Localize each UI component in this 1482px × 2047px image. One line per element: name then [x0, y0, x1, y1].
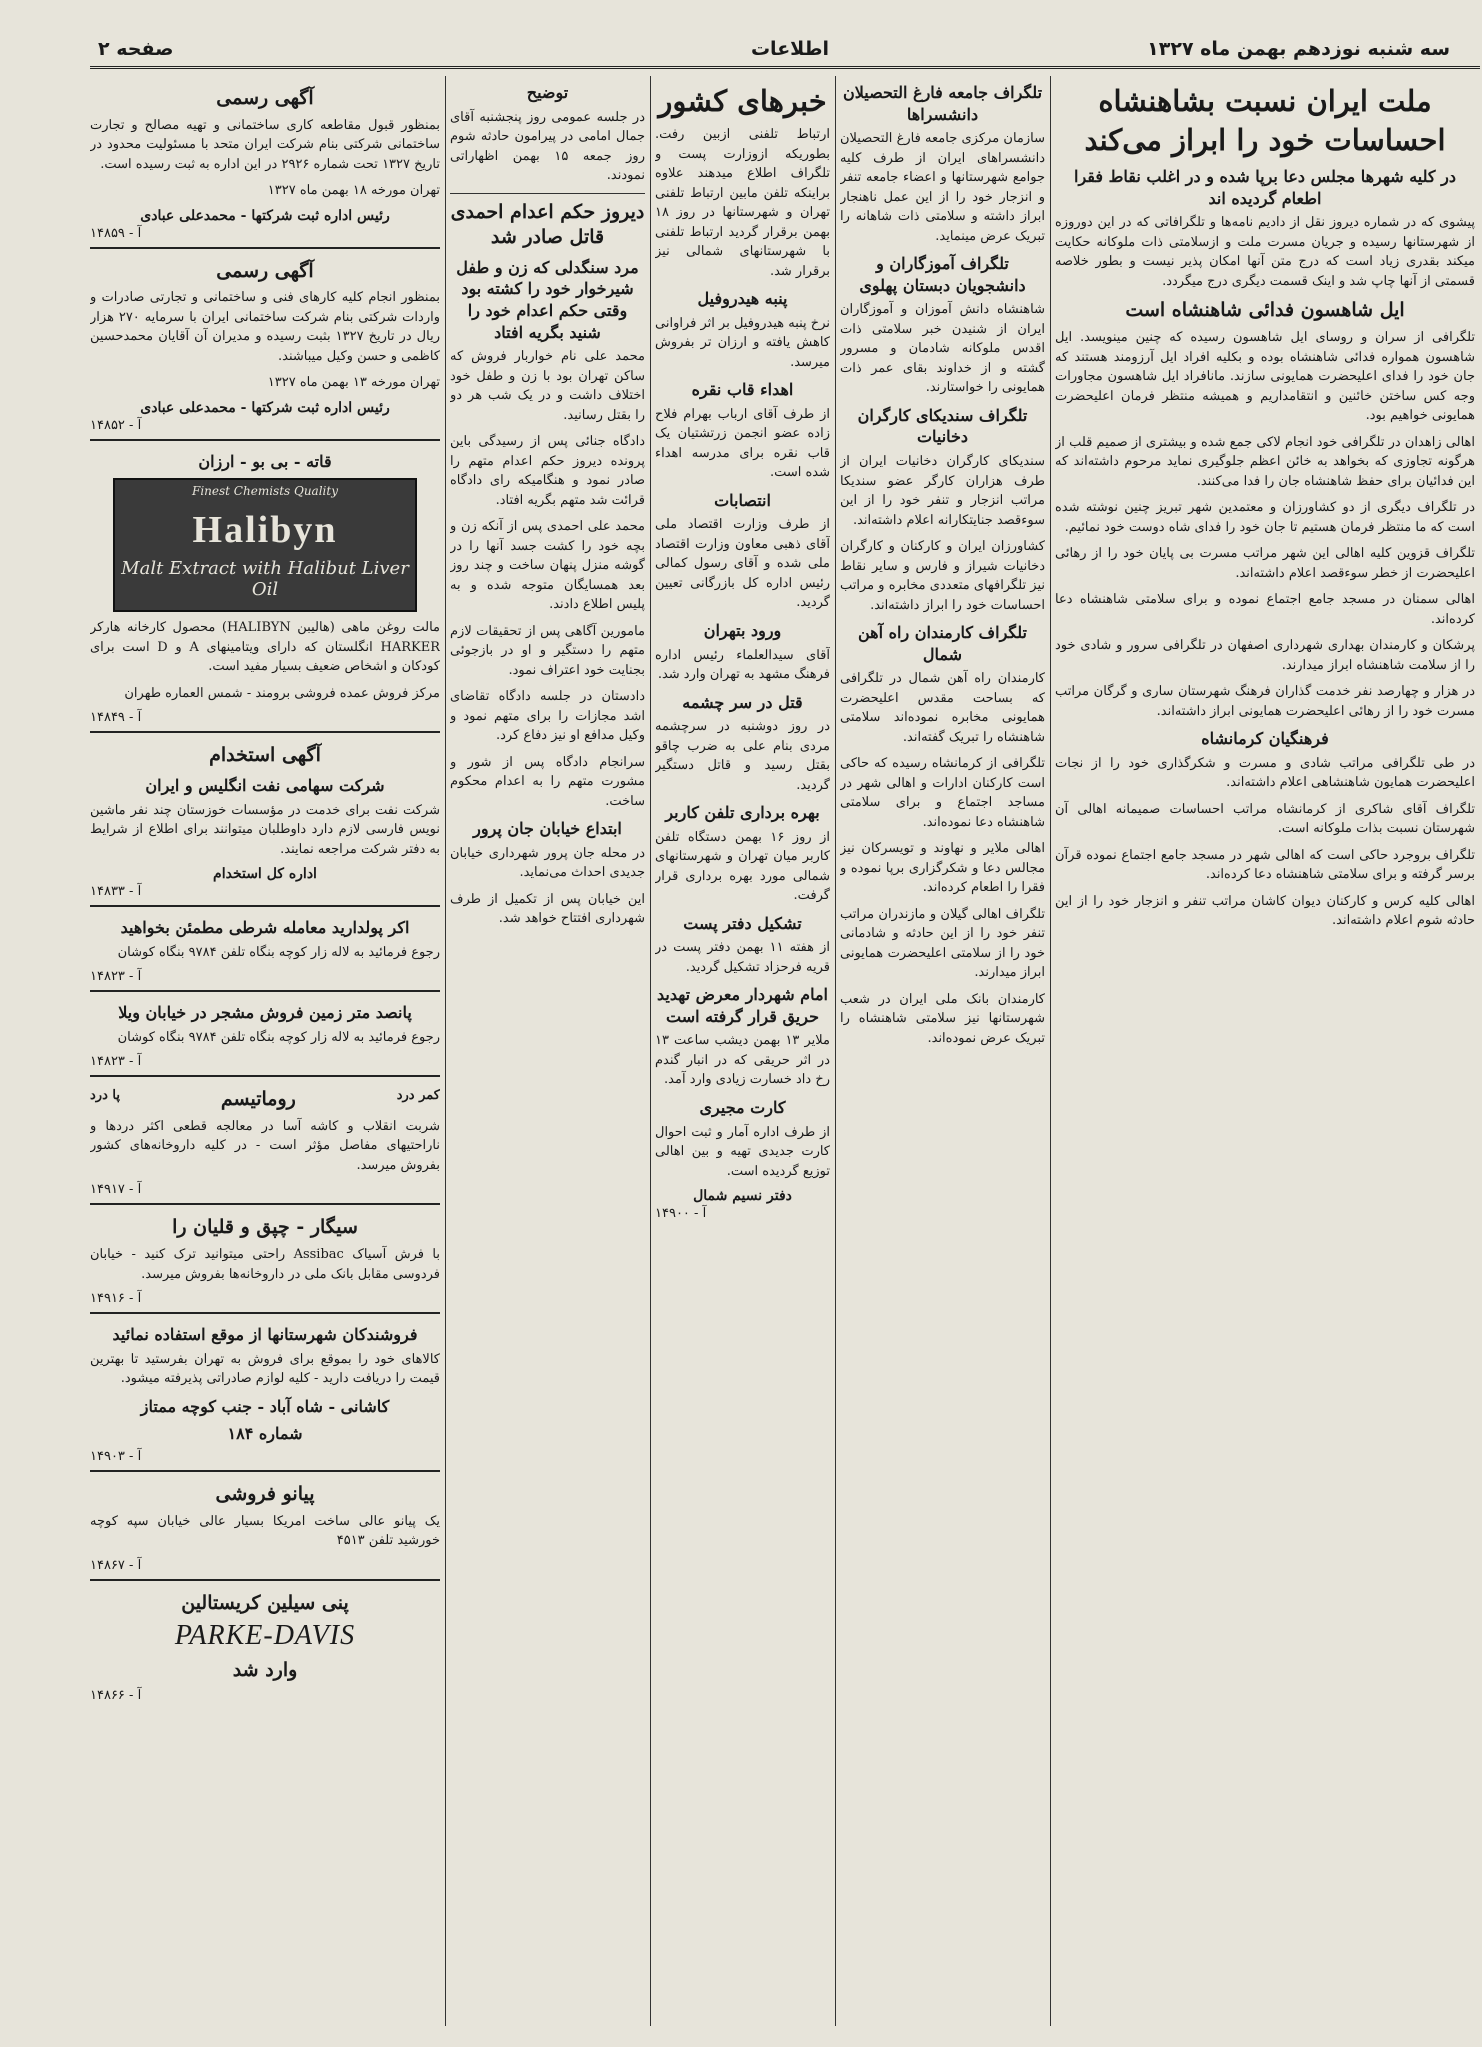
ad-text: یک پیانو عالی ساخت امریکا بسیار عالی خیابان سپه کوچه خورشید تلفن ۴۵۱۳	[90, 1513, 440, 1548]
ad-text: رجوع فرمائید به لاله زار کوچه بنگاه تلفن ۹۷۸۴ بنگاه کوشان	[117, 1029, 440, 1045]
ad-number: آ - ۱۴۹۰۰	[655, 1206, 707, 1222]
sub-headline: در کلیه شهرها مجلس دعا برپا شده و در اغلب نقاط فقرا اطعام گردیده اند	[1074, 167, 1456, 208]
section-heading: تلگراف سندیکای کارگران دخانیات	[857, 405, 1028, 447]
section-heading: قتل در سر چشمه	[682, 692, 803, 712]
section-heading: امام شهردار معرض تهدید حریق قرار گرفته است	[657, 985, 828, 1026]
article-paragraph: از طرف اداره آمار و ثبت احوال کارت جدیدی تهیه و بین اهالی توزیع گردیده است.	[655, 1124, 830, 1179]
ad-rheumatism	[90, 1077, 440, 1205]
ad-number: آ - ۱۴۸۶۶	[90, 1687, 142, 1703]
ad-subtitle: شرکت سهامی نفت انگلیس و ایران	[145, 776, 385, 796]
halibyn-logo	[113, 478, 417, 612]
article-paragraph: کشاورزان ایران و کارکنان و کارگران دخانیات شیراز و فارس و سایر نقاط نیز تلگرافهای متعددی مخابره و مراتب احساسات خود را ابراز داشته‌اند.	[840, 539, 1045, 613]
article-paragraph: تلگراف آقای شاکری از کرمانشاه مراتب احساسات صمیمانه اهالی آن شهرستان نسبت بذات ملوکانه است.	[1055, 801, 1475, 837]
article-paragraph: تلگرافی از سران و روسای ایل شاهسون رسیده که چنین مینویسد. ایل شاهسون همواره فدائی شاهنشاه بوده و بکلیه افراد ایل آرزومند هستند که جان خود را فدای اعلیحضرت همایونی سازند. مانافراد ایل شاهسون مجاورات وجه کس ساختن خائنین و انتقامداریم و همیشه منتظر فرمان اعلیحضرت همایونی خواهیم بود.	[1055, 330, 1475, 424]
article-paragraph: تلگراف بروجرد حاکی است که اهالی شهر در مسجد جامع اجتماع نموده قرآن برسر گرفته و برای سلامتی شاهنشاه دعا کرده‌اند.	[1055, 847, 1475, 883]
logo-subtitle: Malt Extract with Halibut Liver Oil	[121, 558, 409, 601]
ad-house-number: شماره ۱۸۴	[227, 1424, 303, 1444]
article-paragraph: سرانجام دادگاه پس از شور و مشورت متهم را به اعدام محکوم ساخت.	[450, 754, 645, 809]
ad-halibyn	[90, 441, 440, 734]
ad-date: تهران مورخه ۱۳ بهمن ماه ۱۳۲۷	[267, 375, 440, 391]
ad-loan	[90, 907, 440, 992]
ad-official-1	[90, 76, 440, 249]
page-number: صفحه ۲	[98, 38, 174, 60]
article-paragraph: نرخ پنبه هیدروفیل بر اثر فراوانی کاهش یافته و ارزان تر بفروش میرسد.	[655, 315, 830, 370]
ad-number: آ - ۱۴۸۴۹	[90, 710, 142, 726]
ad-number: آ - ۱۴۸۵۲	[90, 417, 142, 433]
ad-title: روماتیسم	[220, 1088, 296, 1111]
ad-text: شربت انقلاب و کاشه آسا در معالجه قطعی اکثر دردها و ناراحتیهای مفاصل مؤثر است - در کلیه داروخانه‌های کشور بفروش میرسد.	[90, 1118, 440, 1173]
article-paragraph: کارمندان راه آهن شمال در تلگرافی که بساحت مقدس اعلیحضرت همایونی مخابره نموده‌اند سلامتی شاهنشاه را تبریک گفته‌اند.	[840, 671, 1045, 745]
ad-signature: رئیس اداره ثبت شرکتها - محمدعلی عبادی	[140, 399, 390, 416]
article-paragraph: تلگرافی از کرمانشاه رسیده که حاکی است کارکنان ادارات و اهالی شهر در مساجد اجتماع و برای سلامتی شاهنشاه دعا نموده‌اند.	[840, 756, 1045, 830]
article-paragraph: ارتباط تلفنی ازبین رفت. بطوریکه ازوزارت پست و تلگراف اطلاع میدهند علاوه براینکه تلفن مابین ارتباط تلفنی تهران و شهرستانها در روز ۱۸ بهمن برقرار گردید ارتباط تلفنی با شهرستانهای شمالی نیز برقرار شد.	[655, 127, 830, 279]
ad-title: پانصد متر زمین فروش مشجر در خیابان ویلا	[118, 1003, 412, 1023]
ad-employment	[90, 733, 440, 907]
ad-official-2	[90, 249, 440, 441]
ad-address: مرکز فروش عمده فروشی برومند - شمس العماره طهران	[124, 685, 440, 701]
article-paragraph: دادستان در جلسه دادگاه تقاضای اشد مجازات را برای متهم نمود و وکیل مدافع او نیز دفاع کرد.	[450, 689, 645, 744]
section-heading: تلگراف آموزگاران و دانشجویان دبستان پهلوی	[859, 254, 1026, 295]
article-paragraph: اهالی ملایر و نهاوند و تویسرکان نیز مجالس دعا و شکرگزاری برپا نموده و فقرا را اطعام کرده‌اند.	[840, 841, 1045, 896]
ad-number: آ - ۱۴۸۶۷	[90, 1557, 142, 1573]
ad-number: آ - ۱۴۸۵۹	[90, 225, 142, 241]
logo-name: Halibyn	[192, 509, 338, 552]
ad-address: کاشانی - شاه آباد - جنب کوچه ممتاز	[140, 1396, 390, 1416]
article-paragraph: کارمندان بانک ملی ایران در شعب شهرستانها نیز سلامتی شاهنشاه را تبریک عرض نموده‌اند.	[840, 991, 1045, 1046]
article-paragraph: سندیکای کارگران دخانیات ایران از طرف هزاران کارگر عضو سندیکا مراتب انزجار و تنفر خود را از این سوءقصد جنایتکارانه اعلام داشته‌اند.	[840, 454, 1045, 528]
column-divider	[445, 76, 446, 2026]
article-paragraph: از طرف آقای ارباب بهرام فلاح زاده عضو انجمن زرتشتیان یک قاب نقره برای مدرسه اهداء شده است.	[655, 406, 830, 481]
section-heading: فرهنگیان کرمانشاه	[1201, 729, 1329, 749]
ad-piano	[90, 1472, 440, 1581]
article-paragraph: سازمان مرکزی جامعه فارغ التحصیلان دانشسراهای ایران از طرف کلیه جوامع شهرستانها و اعضاء جامعه تنفر و انزجار خود را از این عمل ناهنجار ابراز داشته و سلامتی ذات شاهانه را تبریک عرض مینماید.	[840, 131, 1045, 244]
ad-title: فروشندکان شهرستانها از موقع استفاده نمائید	[112, 1325, 418, 1345]
article-paragraph: این خیابان پس از تکمیل از طرف شهرداری افتتاح خواهد شد.	[450, 891, 645, 927]
section-heading: تلگراف کارمندان راه آهن شمال	[858, 623, 1027, 664]
section-heading: پنبه هیدروفیل	[697, 289, 788, 309]
article-paragraph: اهالی کلیه کرس و کارکنان دیوان کاشان مراتب تنفر و انزجار خود را از این حادثه شوم اعلام داشته‌اند.	[1055, 893, 1475, 929]
signature: دفتر نسیم شمال	[693, 1188, 792, 1205]
paper-name: اطلاعات	[750, 38, 830, 60]
main-headline: ملت ایران نسبت بشاهنشاه احساسات خود را ابراز می‌کند	[1084, 84, 1446, 158]
article-paragraph: دادگاه جنائی پس از رسیدگی باین پرونده دیروز حکم اعدام متهم را صادر نمود و هنگامیکه رای دادگاه قرائت شد متهم بگریه افتاد.	[450, 434, 645, 508]
ad-title: پنی سیلین کریستالین	[181, 1591, 349, 1614]
section-heading: دیروز حکم اعدام احمدی قاتل صادر شد	[450, 200, 645, 249]
article-paragraph: در تلگراف دیگری از دو کشاورزان و معتمدین شهر تبریز چنین نوشته شده است که ما منتظر فرمان هستیم تا جان خود را فدای شاه دوست خود نمائیم.	[1055, 500, 1475, 535]
ad-text: کالاهای خود را بموقع برای فروش به تهران بفرستید تا بهترین قیمت را دریافت دارید - کلیه لوازم صادراتی پذیرفته میشود.	[90, 1351, 440, 1387]
ad-number: آ - ۱۴۸۲۳	[90, 1054, 142, 1070]
column-advertisements	[90, 76, 440, 2026]
divider	[450, 193, 645, 194]
article-paragraph: تلگراف اهالی گیلان و مازندران مراتب تنفر خود را از این حادثه و شادمانی خود را از سلامتی اعلیحضرت همایونی ابراز میدارند.	[840, 906, 1045, 981]
ad-title: سیگار - چپق و قلیان را	[172, 1216, 358, 1239]
article-paragraph: از روز ۱۶ بهمن دستگاه تلفن کاربر میان تهران و شهرستانهای شمالی مورد بهره برداری قرار گرفت.	[655, 829, 830, 904]
article-paragraph: در هزار و چهارصد نفر خدمت گذاران فرهنگ شهرستان ساری و گرگان مراتب مسرت خود را از رهائی اعلیحضرت همایونی ابراز داشته‌اند.	[1055, 684, 1475, 719]
article-paragraph: در جلسه عمومی روز پنجشنبه آقای جمال امامی در پیرامون حادثه شوم روز جمعه ۱۵ بهمن اظهاراتی نمودند.	[450, 109, 645, 184]
article-paragraph: تلگراف قزوین کلیه اهالی این شهر مراتب مسرت بی پایان خود را از رهائی اعلیحضرت از خطر سوءقصد اعلام داشته‌اند.	[1055, 546, 1475, 581]
section-heading: تلگراف جامعه فارغ التحصیلان دانشسراها	[842, 83, 1043, 124]
ad-number: آ - ۱۴۹۱۶	[90, 1291, 142, 1307]
ad-side-label: پا درد	[90, 1088, 120, 1104]
article-paragraph: ملایر ۱۳ بهمن دیشب ساعت ۱۳ در اثر حریقی که در انبار گندم رخ داد خسارت زیادی وارد آمد.	[655, 1033, 830, 1088]
article-paragraph: در محله جان پرور شهرداری خیابان جدیدی احداث می‌نماید.	[450, 845, 645, 881]
article-paragraph: مامورین آگاهی پس از تحقیقات لازم متهم را دستگیر و او در بازجوئی بجنایت خود اعتراف نمود.	[450, 623, 645, 678]
ad-title: پیانو فروشی	[215, 1482, 315, 1505]
ad-number: آ - ۱۴۸۳۳	[90, 884, 142, 900]
ad-title: آگهی رسمی	[216, 259, 314, 282]
ad-text: رجوع فرمائید به لاله زار کوچه بنگاه تلفن ۹۷۸۴ بنگاه کوشان	[117, 944, 440, 960]
ad-title: اکر پولدارید معامله شرطی مطمئن بخواهید	[120, 918, 410, 938]
section-heading: ابتداع خیابان جان پرور	[473, 819, 622, 839]
section-heading: بهره برداری تلفن کاربر	[665, 803, 820, 823]
ad-text: مالت روغن ماهی (هالیبن HALIBYN) محصول کارخانه هارکر HARKER انگلستان که دارای ویتامینهای A و D است برای کودکان و اشخاص ضعیف بسیار مفید است.	[90, 620, 440, 675]
article-paragraph: محمد علی نام خواربار فروش که ساکن تهران بود با زن و طفل خود اختلاف داشت و در یک شب هر دو را بقتل رسانید.	[450, 349, 645, 423]
ad-text: شرکت نفت برای خدمت در مؤسسات خوزستان چند نفر ماشین نویس فارسی لازم دارد داوطلبان میتوانند برای اطلاع از شرایط به دفتر شرکت مراجعه نمایند.	[90, 802, 440, 857]
section-heading: اهداء قاب نقره	[691, 380, 794, 400]
ad-side-label: کمر درد	[396, 1088, 440, 1104]
ad-number: آ - ۱۴۸۲۳	[90, 969, 142, 985]
ad-title: آگهی استخدام	[209, 744, 321, 767]
article-paragraph: محمد علی احمدی پس از آنکه زن و بچه خود را کشت جسد آنها را در گوشه منزل پنهان ساخت و چند روز بعد همسایگان متوجه شده و به پلیس اطلاع دادند.	[450, 519, 645, 613]
ad-header-row	[90, 1087, 440, 1113]
article-paragraph: پرشکان و کارمندان بهداری شهرداری اصفهان در تلگرافی سرور و شادی خود را از سلامت شاهنشاه ابراز میدارند.	[1055, 638, 1475, 673]
ad-text: با فرش آسیاک Assibac راحتی میتوانید ترک کنید - خیابان فردوسی مقابل بانک ملی در داروخانه‌ها بفروش میرسد.	[90, 1247, 440, 1282]
ad-sellers	[90, 1314, 440, 1472]
ad-penicillin	[90, 1581, 440, 1709]
column-court-news	[450, 76, 645, 2026]
article-paragraph: شاهنشاه دانش آموزان و آموزگاران ایران از شنیدن خبر سلامتی ذات اقدس ملوکانه شادمان و مسرور گشته و از خداوند بقای عمر ذات همایونی را خواستارند.	[840, 302, 1045, 396]
column-divider	[650, 76, 651, 2026]
ad-date: تهران مورخه ۱۸ بهمن ماه ۱۳۲۷	[267, 183, 440, 199]
ad-signature: اداره کل استخدام	[213, 866, 317, 883]
ad-title: قاته - بی بو - ارزان	[198, 451, 332, 471]
article-paragraph: اهالی سمنان در مسجد جامع اجتماع نموده و برای سلامتی شاهنشاه دعا کرده‌اند.	[1055, 592, 1475, 627]
ad-signature: رئیس اداره ثبت شرکتها - محمدعلی عبادی	[140, 207, 390, 224]
masthead	[90, 34, 1480, 69]
sub-headline: مرد سنگدلی که زن و طفل شیرخوار خود را کشته بود وقتی حکم اعدام خود را شنید بگریه افتاد	[456, 257, 639, 342]
section-heading: کارت مجیری	[699, 1097, 786, 1117]
article-paragraph: پیشوی که در شماره دیروز نقل از دادیم نامه‌ها و تلگرافاتی که در این دوروزه از شهرستانها رسیده و جریان مسرت ملت و ازسلامتی ذات ملوکانه حکایت میکند بقدری زیاد است که درج متن آنها امکان پذیر نیست و بطور خلاصه قسمتی از آنها چاپ شد و اینک قسمت دیگری درج میگردد.	[1055, 215, 1475, 289]
ad-title: آگهی رسمی	[216, 87, 314, 109]
ad-number: آ - ۱۴۹۱۷	[90, 1182, 142, 1198]
section-title: خبرهای کشور	[658, 84, 827, 118]
article-paragraph: آقای سیدالعلماء رئیس اداره فرهنگ مشهد به تهران وارد شد.	[655, 647, 830, 683]
column-divider	[835, 76, 836, 2026]
column-news-shah	[1055, 76, 1475, 2026]
ad-brand: PARKE-DAVIS	[174, 1620, 356, 1652]
article-paragraph: در طی تلگرافی مراتب شادی و مسرت و شکرگذاری خود را از نجات اعلیحضرت همایون شاهنشاهی اعلام داشته‌اند.	[1055, 755, 1475, 791]
logo-tagline: Finest Chemists Quality	[192, 484, 338, 499]
article-paragraph: از هفته ۱۱ بهمن دفتر پست در قریه فرحزاد تشکیل گردید.	[655, 940, 830, 975]
ad-subtitle: وارد شد	[232, 1659, 298, 1682]
ad-land-sale	[90, 992, 440, 1077]
section-heading: انتصابات	[714, 490, 771, 510]
section-heading: تشکیل دفتر پست	[683, 913, 802, 933]
article-paragraph: اهالی زاهدان در تلگرافی خود انجام لاکی جمع شده و بیشتری از صمیم قلب از هرگونه تجاوزی که بخواهد به خائن اعظم جلوگیری نماید مرحوم داشته‌اند که این فدائیان برای حفظ شاهنشاه جان را فدا می‌کنند.	[1055, 434, 1475, 489]
ad-number: آ - ۱۴۹۰۳	[90, 1448, 142, 1464]
ad-text: بمنظور انجام کلیه کارهای فنی و ساختمانی و تجارتی صادرات و واردات شرکتی بنام شرکت ساختمانی ایران با سرمایه ۲۷۰ هزار ریال در تاریخ ۱۳۲۷ بثبت رسیده و مدیران آن آقایان محمدحسین کاظمی و حسن وکیل میباشند.	[90, 290, 440, 364]
issue-date: سه شنبه نوزدهم بهمن ماه ۱۳۲۷	[1147, 38, 1450, 60]
section-heading: ورود بتهران	[703, 620, 782, 640]
column-country-news	[655, 76, 830, 2026]
article-paragraph: در روز دوشنبه در سرچشمه مردی بنام علی به ضرب چاقو بقتل رسید و قاتل دستگیر گردید.	[655, 719, 830, 793]
ad-cigarette	[90, 1205, 440, 1314]
section-heading: توضیح	[526, 83, 569, 102]
column-divider	[1050, 76, 1051, 2026]
ad-text: بمنظور قبول مقاطعه کاری ساختمانی و تهیه مصالح و تجارت ساختمانی شرکتی بنام شرکت ایران متحد با مسئولیت محدود در تاریخ ۱۳۲۷ تحت شماره ۲۹۲۶ در این اداره به ثبت رسیده است.	[90, 117, 440, 172]
article-paragraph: از طرف وزارت اقتصاد ملی آقای ذهبی معاون وزارت اقتصاد ملی شده و آقای رسول کمالی رئیس اداره کل بازرگانی تعیین گردید.	[655, 517, 830, 611]
section-heading: ایل شاهسون فدائی شاهنشاه است	[1125, 299, 1405, 322]
column-telegrams	[840, 76, 1045, 2026]
